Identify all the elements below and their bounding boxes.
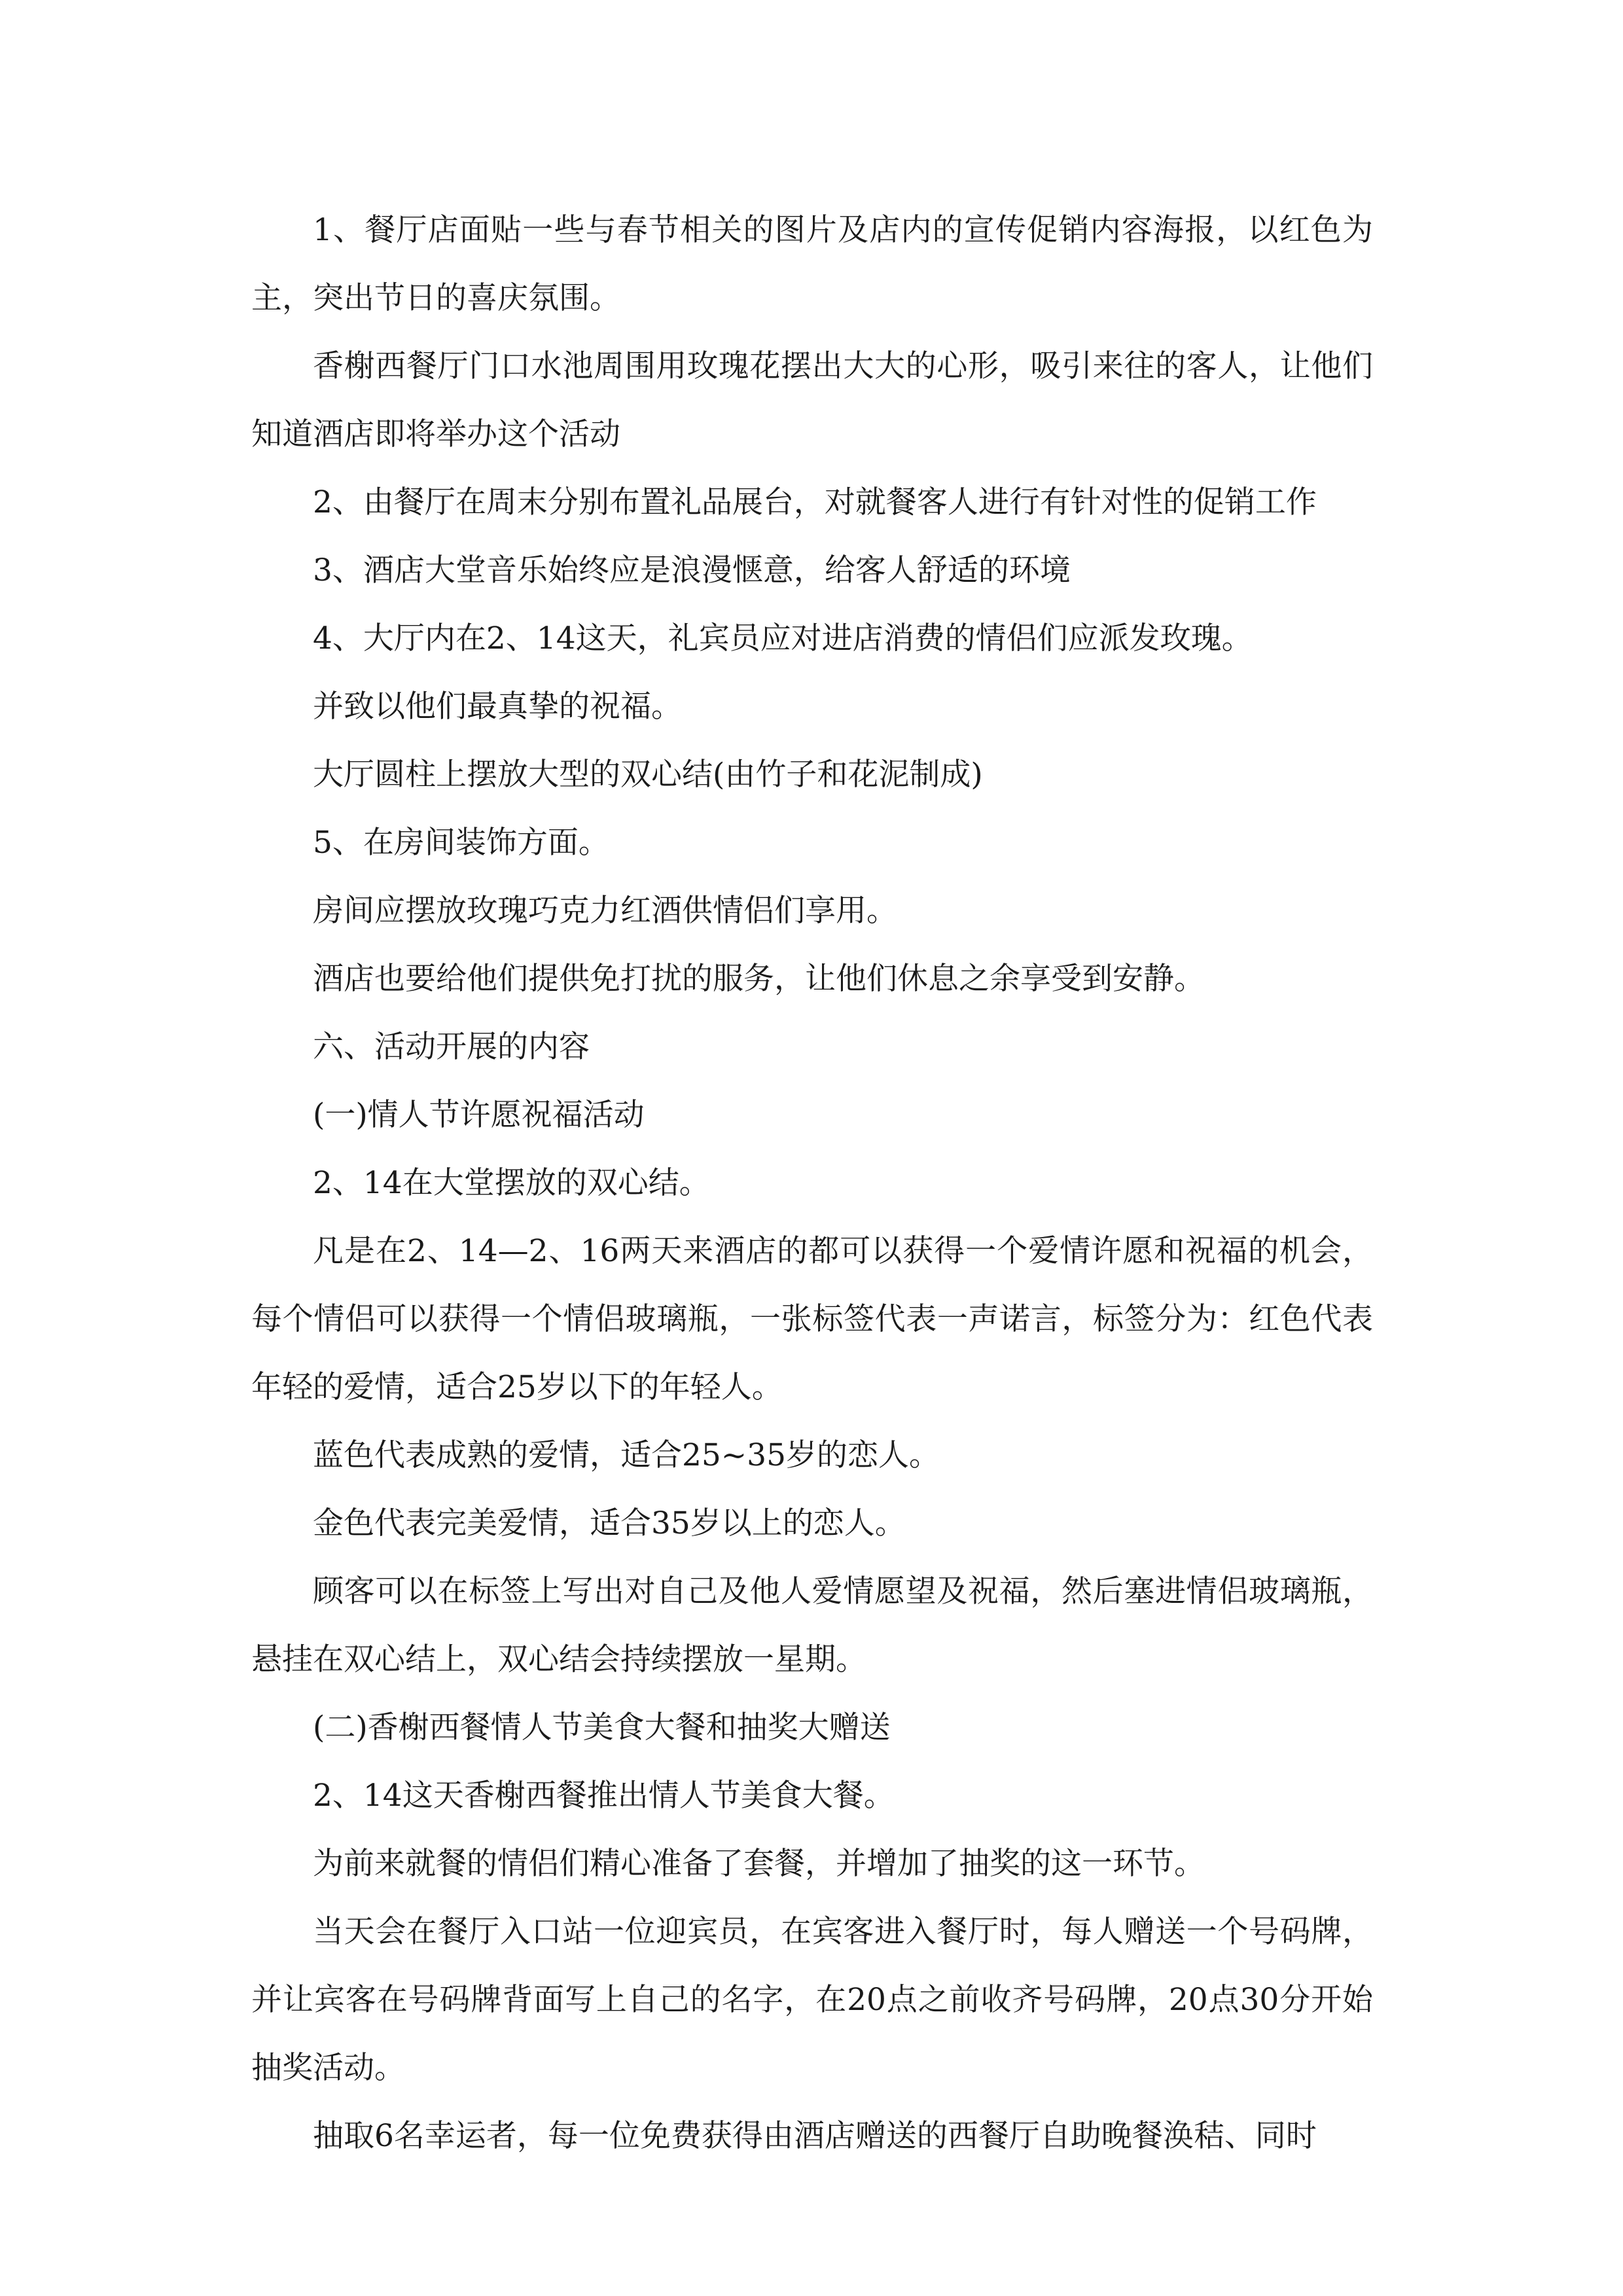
subsection-heading: (一)情人节许愿祝福活动	[313, 1097, 645, 1133]
paragraph: 凡是在2、14—2、16两天来酒店的都可以获得一个爱情许愿和祝福的机会，每个情侣可以获得一个情侣玻璃瓶，一张标签代表一声诺言，标签分为：红色代表年轻的爱情，适合25岁以下的年轻人。	[251, 1233, 1373, 1405]
paragraph: 香榭西餐厅门口水池周围用玫瑰花摆出大大的心形，吸引来往的客人，让他们知道酒店即将举办这个活动	[251, 348, 1373, 452]
paragraph: 蓝色代表成熟的爱情，适合25~35岁的恋人。	[313, 1437, 940, 1473]
paragraph: 4、大厅内在2、14这天，礼宾员应对进店消费的情侣们应派发玫瑰。	[313, 620, 1253, 656]
paragraph: 2、由餐厅在周末分别布置礼品展台，对就餐客人进行有针对性的促销工作	[313, 484, 1317, 520]
paragraph: 5、在房间装饰方面。	[313, 825, 609, 861]
paragraph: 房间应摆放玫瑰巧克力红酒供情侣们享用。	[313, 893, 897, 929]
paragraph: 并致以他们最真挚的祝福。	[313, 689, 682, 725]
paragraph: 金色代表完美爱情，适合35岁以上的恋人。	[313, 1505, 906, 1541]
paragraph: 为前来就餐的情侣们精心准备了套餐，并增加了抽奖的这一环节。	[313, 1846, 1205, 1882]
paragraph: 2、14在大堂摆放的双心结。	[313, 1165, 710, 1201]
section-heading: 六、活动开展的内容	[313, 1029, 590, 1065]
paragraph: 酒店也要给他们提供免打扰的服务，让他们休息之余享受到安静。	[313, 961, 1205, 997]
paragraph: 抽取6名幸运者，每一位免费获得由酒店赠送的西餐厅自助晚餐涣秸、同时	[313, 2118, 1317, 2154]
paragraph: 3、酒店大堂音乐始终应是浪漫惬意，给客人舒适的环境	[313, 552, 1071, 588]
subsection-heading: (二)香榭西餐情人节美食大餐和抽奖大赠送	[313, 1710, 891, 1746]
paragraph: 当天会在餐厅入口站一位迎宾员，在宾客进入餐厅时，每人赠送一个号码牌，并让宾客在号码牌背面写上自己的名字，在20点之前收齐号码牌，20点30分开始抽奖活动。	[251, 1914, 1373, 2086]
paragraph: 顾客可以在标签上写出对自己及他人爱情愿望及祝福，然后塞进情侣玻璃瓶，悬挂在双心结上，双心结会持续摆放一星期。	[251, 1573, 1373, 1677]
paragraph: 大厅圆柱上摆放大型的双心结(由竹子和花泥制成)	[313, 757, 983, 793]
document-body	[251, 196, 1373, 2170]
paragraph: 2、14这天香榭西餐推出情人节美食大餐。	[313, 1778, 895, 1814]
paragraph: 1、餐厅店面贴一些与春节相关的图片及店内的宣传促销内容海报，以红色为主，突出节日的喜庆氛围。	[251, 212, 1373, 316]
